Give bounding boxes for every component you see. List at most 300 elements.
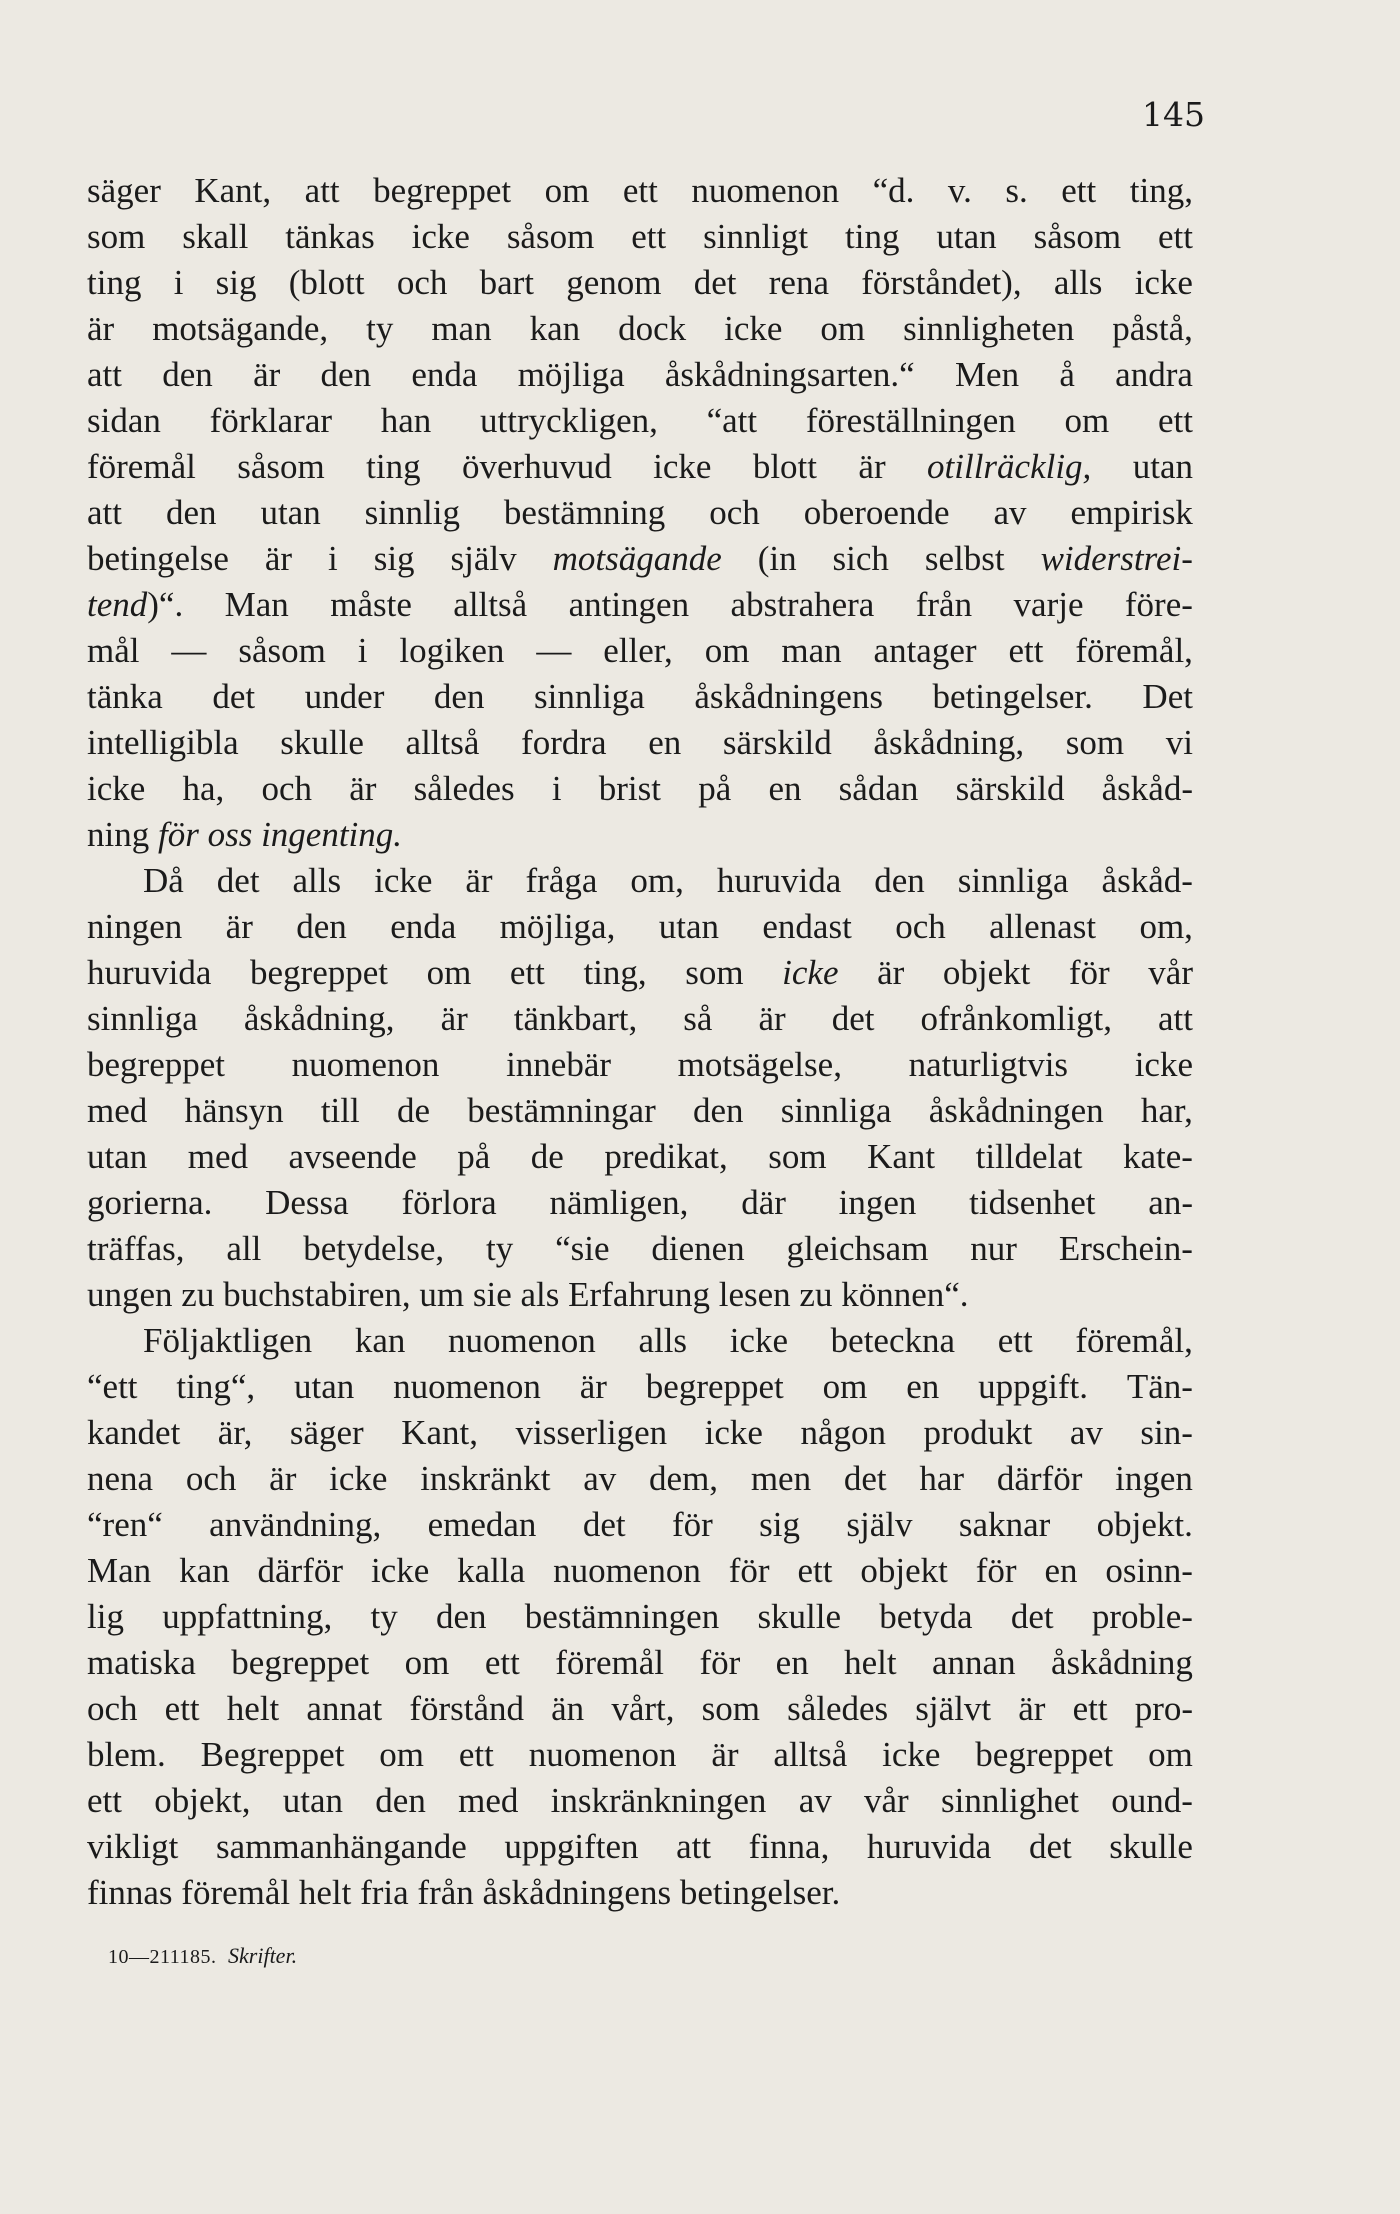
word — [970, 1226, 1017, 1272]
word — [210, 398, 332, 444]
text-run: med — [187, 1137, 249, 1176]
text-run: av — [583, 1459, 617, 1498]
text-run: och — [87, 1689, 138, 1728]
word — [749, 1824, 830, 1870]
text-run: ingen — [838, 1183, 917, 1222]
word — [289, 1134, 417, 1180]
word — [820, 306, 865, 352]
word — [936, 214, 996, 260]
text-run: såsom — [238, 631, 326, 670]
word — [1075, 628, 1193, 674]
text-line — [87, 214, 1193, 260]
text-run: om — [1148, 1735, 1193, 1774]
text-run: är — [1018, 1689, 1046, 1728]
word — [603, 628, 673, 674]
word — [685, 950, 743, 996]
text-run: Kant, — [401, 1413, 478, 1452]
word — [371, 1594, 398, 1640]
word — [877, 950, 904, 996]
text-run: icke — [329, 1459, 388, 1498]
text-run: vår — [864, 1781, 909, 1820]
word — [694, 260, 737, 306]
italic-text: motsägande — [552, 539, 722, 578]
text-run: i — [328, 539, 338, 578]
text-run: om, — [630, 861, 684, 900]
word — [874, 628, 977, 674]
italic-text: otillräcklig, — [927, 447, 1092, 486]
text-run: nuomenon — [448, 1321, 596, 1360]
text-run: av — [993, 493, 1027, 532]
text-run: bestämning — [503, 493, 666, 532]
text-run: således — [787, 1689, 889, 1728]
word — [87, 1732, 166, 1778]
word — [253, 352, 280, 398]
word — [839, 766, 919, 812]
text-run: bart — [479, 263, 535, 302]
word — [941, 1778, 1079, 1824]
word — [504, 1824, 638, 1870]
text-run: är — [349, 769, 377, 808]
word — [448, 1318, 596, 1364]
text-run: ha, — [182, 769, 225, 808]
word — [366, 444, 420, 490]
word — [959, 1502, 1050, 1548]
word — [87, 444, 196, 490]
text-run: hänsyn — [184, 1091, 284, 1130]
word — [525, 1594, 719, 1640]
word — [1135, 1686, 1193, 1732]
word — [349, 766, 376, 812]
text-run: ungen zu buchstabiren, um sie als Erfahrung lesen zu können“. — [87, 1275, 969, 1314]
text-run: ting — [87, 263, 142, 302]
word — [691, 168, 839, 214]
text-run: har, — [1140, 1091, 1193, 1130]
text-line — [87, 950, 1193, 996]
word — [844, 1640, 896, 1686]
text-run: — — [171, 631, 207, 670]
text-run: nuomenon — [291, 1045, 440, 1084]
text-run: Begreppet — [200, 1735, 345, 1774]
word — [844, 1456, 887, 1502]
text-run: sig — [759, 1505, 801, 1544]
text-run: själv — [450, 539, 517, 578]
word — [521, 720, 607, 766]
word — [87, 306, 114, 352]
text-run: en — [775, 1643, 809, 1682]
word — [87, 1456, 153, 1502]
text-run: v. — [947, 171, 972, 210]
text-run: såsom — [1033, 217, 1122, 256]
word — [1158, 996, 1193, 1042]
word — [583, 1502, 626, 1548]
text-line — [87, 674, 1193, 720]
word — [1115, 352, 1193, 398]
word — [659, 904, 719, 950]
word — [462, 444, 612, 490]
text-run: ting, — [1129, 171, 1193, 210]
word — [717, 858, 841, 904]
text-line — [87, 1318, 1193, 1364]
word — [703, 214, 808, 260]
word — [374, 536, 415, 582]
word — [909, 1042, 1068, 1088]
text-run: han — [380, 401, 432, 440]
text-run: är — [440, 999, 468, 1038]
word — [87, 996, 198, 1042]
text-run: är — [87, 309, 115, 348]
word — [87, 1548, 151, 1594]
text-run: förstånd — [409, 1689, 525, 1728]
text-run: nuomenon — [691, 171, 840, 210]
text-run: uppgift. — [978, 1367, 1088, 1406]
text-line — [87, 1686, 1193, 1732]
text-run: begreppet — [250, 953, 388, 992]
text-run: för — [671, 1505, 713, 1544]
text-run: ingen — [1115, 1459, 1193, 1498]
word — [1005, 168, 1027, 214]
word — [1112, 306, 1193, 352]
text-line — [87, 1456, 1193, 1502]
text-run: objekt — [942, 953, 1031, 992]
word — [1140, 1410, 1193, 1456]
text-run: allenast — [989, 907, 1097, 946]
word — [929, 1088, 1104, 1134]
text-run: — — [536, 631, 572, 670]
word — [693, 1088, 744, 1134]
text-run: huruvida — [716, 861, 842, 900]
word — [290, 1410, 364, 1456]
text-run: än — [551, 1689, 585, 1728]
word — [283, 1778, 343, 1824]
word — [948, 168, 972, 214]
text-run: att — [304, 171, 340, 210]
text-run: skulle — [757, 1597, 842, 1636]
word — [531, 1134, 564, 1180]
word — [648, 720, 681, 766]
word — [296, 904, 347, 950]
text-run: ett — [622, 171, 658, 210]
text-run: om — [426, 953, 472, 992]
text-run: föremål, — [1075, 1321, 1193, 1360]
word — [956, 766, 1065, 812]
text-run: alls — [292, 861, 342, 900]
text-run: om — [404, 1643, 450, 1682]
page-number: 145 — [1142, 95, 1205, 134]
text-run: med — [458, 1781, 519, 1820]
word — [1148, 1180, 1193, 1226]
word — [87, 1364, 138, 1410]
text-run: uppgiften — [504, 1827, 639, 1866]
text-run: ofrånkomligt, — [920, 999, 1112, 1038]
text-run: där — [741, 1183, 786, 1222]
word — [638, 1318, 687, 1364]
text-run: Erschein- — [1058, 1229, 1193, 1268]
text-run: alls — [638, 1321, 688, 1360]
text-run: sammanhängande — [216, 1827, 467, 1866]
word — [787, 1686, 888, 1732]
text-run: huruvida — [87, 953, 212, 992]
word — [534, 674, 645, 720]
word — [179, 1548, 230, 1594]
text-run: de — [530, 1137, 564, 1176]
word — [330, 582, 412, 628]
signature-code: 10—211185. — [108, 1946, 217, 1968]
word — [225, 582, 289, 628]
text-run: kan — [179, 1551, 230, 1590]
word — [555, 1640, 664, 1686]
text-run: är — [465, 861, 493, 900]
text-run: bestämningar — [467, 1091, 656, 1130]
word — [649, 1456, 718, 1502]
text-run: empirisk — [1070, 493, 1193, 532]
word — [943, 950, 1030, 996]
text-line — [87, 766, 1193, 812]
text-run: genom — [566, 263, 662, 302]
italic-text: icke — [782, 953, 839, 992]
word — [265, 1180, 349, 1226]
word — [1133, 444, 1193, 490]
text-run: är — [858, 447, 886, 486]
word — [216, 1824, 467, 1870]
word — [1054, 260, 1103, 306]
text-run: avseende — [288, 1137, 417, 1176]
text-run: ting, — [583, 953, 647, 992]
text-run: de — [396, 1091, 430, 1130]
word — [306, 1686, 382, 1732]
word — [371, 1548, 429, 1594]
text-run: selbst — [924, 539, 1005, 578]
word — [915, 1686, 991, 1732]
text-run: säger — [289, 1413, 364, 1452]
word — [1127, 1364, 1193, 1410]
text-run: om — [704, 631, 750, 670]
text-run: å — [1059, 355, 1075, 394]
word — [480, 398, 658, 444]
text-run: någon — [800, 1413, 886, 1452]
text-run: förklarar — [209, 401, 333, 440]
text-run: sin- — [1140, 1413, 1193, 1452]
text-line — [87, 1594, 1193, 1640]
text-run: om — [544, 171, 590, 210]
word — [1148, 1732, 1193, 1778]
text-run: Det — [1142, 677, 1193, 716]
word — [390, 904, 456, 950]
text-run: ting — [366, 447, 421, 486]
text-run: begreppet — [231, 1643, 370, 1682]
text-run: ningen — [87, 907, 183, 946]
text-line — [87, 398, 1193, 444]
text-run: ett — [87, 1781, 122, 1820]
word — [355, 1318, 406, 1364]
word — [839, 1180, 917, 1226]
word — [231, 1640, 369, 1686]
text-line — [87, 260, 1193, 306]
word — [806, 398, 1016, 444]
word — [166, 490, 217, 536]
text-run: den — [320, 355, 372, 394]
text-line — [87, 904, 1193, 950]
text-run: icke — [411, 217, 470, 256]
word — [823, 1364, 868, 1410]
text-run: ett — [997, 1321, 1033, 1360]
text-run: dienen — [651, 1229, 745, 1268]
text-run: beteckna — [830, 1321, 956, 1360]
text-run: tänkas — [285, 217, 375, 256]
word — [412, 214, 470, 260]
text-run: möjliga — [517, 355, 625, 394]
text-run: den — [874, 861, 925, 900]
text-line — [87, 1180, 1193, 1226]
text-run: bestämningen — [524, 1597, 720, 1636]
paragraph — [87, 168, 1193, 858]
word — [536, 628, 571, 674]
word — [1041, 536, 1193, 582]
word — [397, 260, 448, 306]
text-run: betingelse — [87, 539, 229, 578]
text-run: ty — [366, 309, 394, 348]
text-line — [87, 1042, 1193, 1088]
text-run: objekt. — [1096, 1505, 1193, 1544]
text-run: har — [919, 1459, 965, 1498]
paragraph — [87, 858, 1193, 1318]
text-run: ett — [1157, 217, 1193, 256]
text-run: säger — [87, 171, 161, 210]
text-run: påstå, — [1112, 309, 1193, 348]
word — [958, 858, 1069, 904]
word — [152, 306, 328, 352]
text-run: därför — [996, 1459, 1083, 1498]
word — [458, 1778, 518, 1824]
text-run: Kant, — [194, 171, 272, 210]
word — [741, 1180, 786, 1226]
word — [762, 904, 851, 950]
text-run: kalla — [457, 1551, 526, 1590]
word — [393, 1364, 541, 1410]
text-run: möjliga, — [499, 907, 616, 946]
text-run: det — [831, 999, 875, 1038]
word — [530, 306, 581, 352]
printer-signature — [108, 1943, 297, 1969]
word — [87, 1824, 178, 1870]
text-run: utan — [293, 1367, 355, 1406]
word — [709, 490, 760, 536]
word — [87, 1502, 163, 1548]
word — [906, 1364, 939, 1410]
text-run: måste — [330, 585, 412, 624]
word — [583, 1456, 616, 1502]
text-run: och — [185, 1459, 237, 1498]
word — [1061, 168, 1096, 214]
word — [1066, 720, 1124, 766]
text-run: ty — [486, 1229, 514, 1268]
word — [768, 1134, 826, 1180]
text-run: vi — [1165, 723, 1193, 762]
word — [209, 1502, 381, 1548]
text-run: proble- — [1091, 1597, 1193, 1636]
word — [506, 1042, 611, 1088]
word — [366, 306, 393, 352]
text-line — [87, 812, 1193, 858]
word — [87, 1594, 124, 1640]
text-run: sinnliga — [957, 861, 1069, 900]
text-run: sinnlighet — [940, 1781, 1080, 1820]
text-run: ty — [370, 1597, 398, 1636]
text-run: helt — [226, 1689, 280, 1728]
text-run: särskild — [955, 769, 1065, 808]
word — [1075, 1318, 1193, 1364]
text-run: kate- — [1123, 1137, 1193, 1176]
word — [927, 444, 1091, 490]
word — [87, 1640, 196, 1686]
text-run: utan — [87, 1137, 148, 1176]
text-run: “att — [706, 401, 758, 440]
word — [997, 1456, 1083, 1502]
text-run: att — [87, 493, 122, 532]
text-run: det — [843, 1459, 887, 1498]
word — [776, 1640, 809, 1686]
word — [1018, 1686, 1045, 1732]
word — [293, 858, 342, 904]
word — [867, 1134, 935, 1180]
text-run: ett — [458, 1735, 494, 1774]
word — [993, 490, 1026, 536]
word — [895, 904, 946, 950]
text-run: en — [906, 1367, 940, 1406]
word — [441, 996, 468, 1042]
text-run: objekt, — [154, 1781, 251, 1820]
text-run: osinn- — [1105, 1551, 1193, 1590]
word — [553, 1548, 701, 1594]
text-run: blott — [752, 447, 817, 486]
word — [933, 674, 1093, 720]
word — [1102, 766, 1193, 812]
word — [781, 1088, 892, 1134]
text-line — [87, 168, 1193, 214]
text-run: självt — [915, 1689, 992, 1728]
word — [730, 1318, 788, 1364]
word — [731, 582, 875, 628]
word — [1059, 352, 1075, 398]
text-line — [87, 1548, 1193, 1594]
text-line — [87, 1824, 1193, 1870]
word — [1065, 398, 1110, 444]
word — [623, 168, 658, 214]
word — [406, 720, 480, 766]
text-run: den — [692, 1091, 744, 1130]
text-run: och — [709, 493, 760, 532]
word — [265, 536, 292, 582]
word — [409, 1686, 524, 1732]
word — [465, 858, 492, 904]
word — [1158, 214, 1193, 260]
text-run: alls — [1053, 263, 1103, 302]
text-run: icke — [729, 1321, 788, 1360]
word — [1135, 260, 1193, 306]
text-run: dem, — [649, 1459, 719, 1498]
text-run: åskådningsarten.“ — [664, 355, 915, 394]
text-run: föremål, — [1075, 631, 1193, 670]
word — [250, 950, 388, 996]
word — [797, 1548, 832, 1594]
text-run: ting — [845, 217, 900, 256]
text-run: icke — [1134, 1045, 1193, 1084]
signature-name: Skrifter. — [228, 1943, 298, 1968]
word — [583, 950, 646, 996]
word — [1105, 1548, 1193, 1594]
word — [569, 582, 690, 628]
word — [269, 1456, 296, 1502]
text-run: utan — [260, 493, 321, 532]
